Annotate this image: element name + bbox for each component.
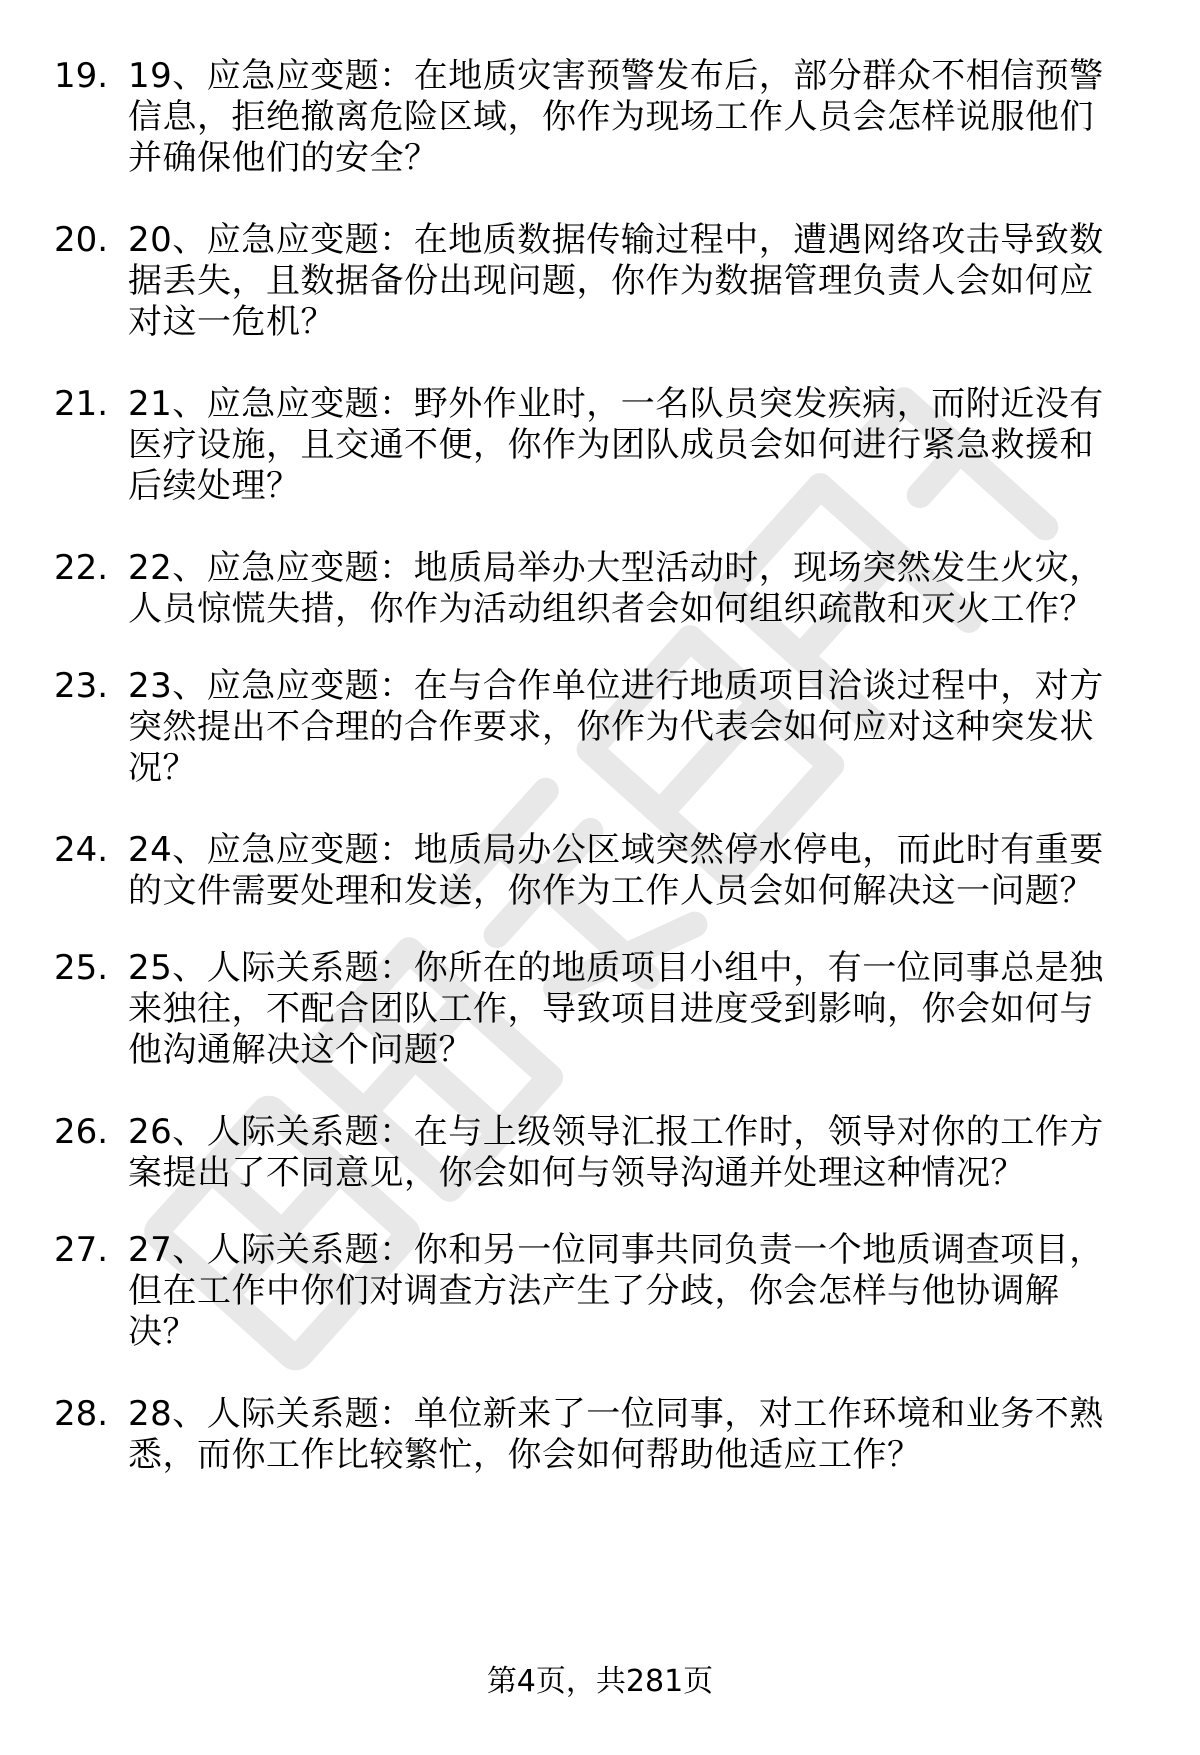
- question-text-line: 20、应急应变题：在地质数据传输过程中，遭遇网络攻击导致数: [128, 220, 1104, 260]
- question-text-line: 24、应急应变题：地质局办公区域突然停水停电，而此时有重要: [128, 830, 1104, 870]
- question-number: 27.: [54, 1230, 109, 1270]
- question-text-line: 况？: [128, 748, 197, 788]
- question-number: 28.: [54, 1394, 109, 1434]
- question-text-line: 的文件需要处理和发送，你作为工作人员会如何解决这一问题？: [128, 871, 1094, 911]
- question-text-line: 但在工作中你们对调查方法产生了分歧，你会怎样与他协调解: [128, 1271, 1060, 1311]
- question-number: 26.: [54, 1112, 109, 1152]
- question-number: 21.: [54, 384, 109, 424]
- question-number: 24.: [54, 830, 109, 870]
- question-number: 23.: [54, 666, 109, 706]
- question-text-line: 来独往，不配合团队工作，导致项目进度受到影响，你会如何与: [128, 989, 1094, 1029]
- question-text-line: 悉，而你工作比较繁忙，你会如何帮助他适应工作？: [128, 1435, 922, 1475]
- question-text-line: 21、应急应变题：野外作业时，一名队员突发疾病，而附近没有: [128, 384, 1104, 424]
- question-text-line: 27、人际关系题：你和另一位同事共同负责一个地质调查项目，: [128, 1230, 1104, 1270]
- question-text-line: 医疗设施，且交通不便，你作为团队成员会如何进行紧急救援和: [128, 425, 1094, 465]
- question-text-line: 25、人际关系题：你所在的地质项目小组中，有一位同事总是独: [128, 948, 1104, 988]
- question-text-line: 22、应急应变题：地质局举办大型活动时，现场突然发生火灾，: [128, 548, 1104, 588]
- question-number: 20.: [54, 220, 109, 260]
- question-text-line: 案提出了不同意见，你会如何与领导沟通并处理这种情况？: [128, 1153, 1025, 1193]
- question-text-line: 据丢失，且数据备份出现问题，你作为数据管理负责人会如何应: [128, 261, 1094, 301]
- question-text-line: 他沟通解决这个问题？: [128, 1030, 473, 1070]
- question-number: 22.: [54, 548, 109, 588]
- question-text-line: 23、应急应变题：在与合作单位进行地质项目洽谈过程中，对方: [128, 666, 1104, 706]
- question-number: 25.: [54, 948, 109, 988]
- page-footer: 第4页，共281页: [486, 1664, 714, 1699]
- question-text-line: 信息，拒绝撤离危险区域，你作为现场工作人员会怎样说服他们: [128, 97, 1094, 137]
- question-text-line: 26、人际关系题：在与上级领导汇报工作时，领导对你的工作方: [128, 1112, 1104, 1152]
- question-number: 19.: [54, 56, 109, 96]
- question-text-line: 并确保他们的安全？: [128, 138, 439, 178]
- question-text-line: 人员惊慌失措，你作为活动组织者会如何组织疏散和灭火工作？: [128, 589, 1094, 629]
- question-text-line: 决？: [128, 1312, 197, 1352]
- question-text-line: 突然提出不合理的合作要求，你作为代表会如何应对这种突发状: [128, 707, 1094, 747]
- question-text-line: 28、人际关系题：单位新来了一位同事，对工作环境和业务不熟: [128, 1394, 1104, 1434]
- question-text-line: 19、应急应变题：在地质灾害预警发布后，部分群众不相信预警: [128, 56, 1104, 96]
- question-text-line: 后续处理？: [128, 466, 301, 506]
- question-text-line: 对这一危机？: [128, 302, 335, 342]
